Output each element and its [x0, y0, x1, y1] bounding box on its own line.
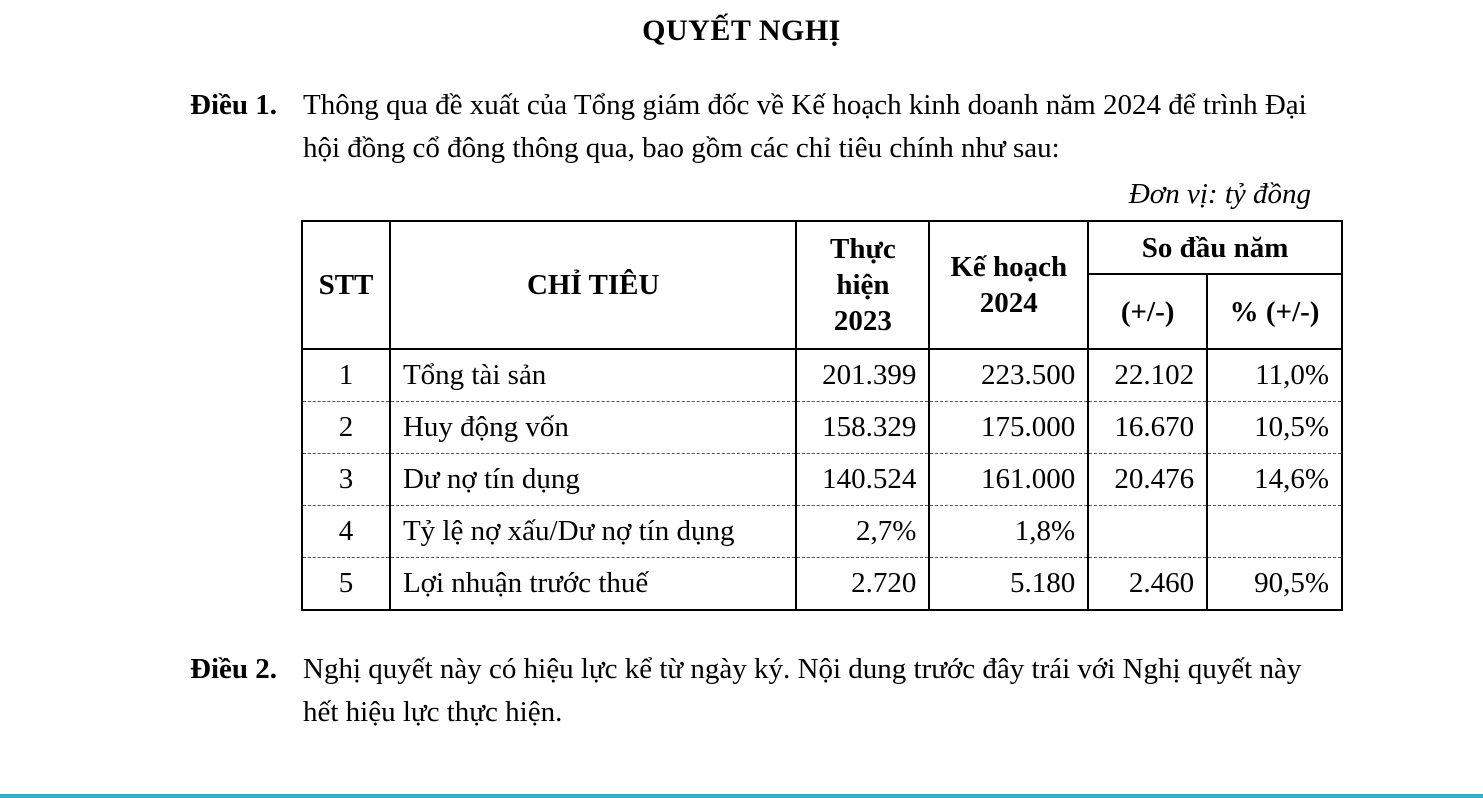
table-row [302, 349, 1342, 402]
article-2-text: Nghị quyết này có hiệu lực kể từ ngày ký. Nội dung trước đây trái với Nghị quyết này hết hiệu lực thực hiện. [303, 653, 1302, 728]
header-change: (+/-) [1088, 274, 1207, 349]
table-row [302, 454, 1342, 506]
cell-indicator: Lợi nhuận trước thuế [390, 558, 797, 611]
cell-actual: 158.329 [796, 402, 929, 454]
cell-stt: 4 [302, 506, 390, 558]
cell-stt: 2 [302, 402, 390, 454]
cell-plan: 5.180 [929, 558, 1088, 611]
table-row [302, 506, 1342, 558]
cell-plan: 1,8% [929, 506, 1088, 558]
header-stt: STT [302, 221, 390, 349]
cell-change-pct: 10,5% [1207, 402, 1342, 454]
cell-change: 16.670 [1088, 402, 1207, 454]
cell-change-pct: 90,5% [1207, 558, 1342, 611]
cell-change-pct: 11,0% [1207, 349, 1342, 402]
cell-actual: 201.399 [796, 349, 929, 402]
cell-indicator: Dư nợ tín dụng [390, 454, 797, 506]
header-plan-2024: Kế hoạch 2024 [929, 221, 1088, 349]
unit-note: Đơn vị: tỷ đồng [1128, 178, 1311, 210]
header-actual-2023: Thực hiện 2023 [796, 221, 929, 349]
header-indicator: CHỈ TIÊU [390, 221, 797, 349]
cell-stt: 5 [302, 558, 390, 611]
cell-change: 20.476 [1088, 454, 1207, 506]
header-compare-group: So đầu năm [1088, 221, 1342, 274]
table-row [302, 558, 1342, 611]
cell-stt: 3 [302, 454, 390, 506]
bottom-divider [0, 794, 1483, 798]
cell-indicator: Tổng tài sản [390, 349, 797, 402]
article-1-label: Điều 1. [190, 89, 277, 121]
cell-actual: 2.720 [796, 558, 929, 611]
kpi-table [301, 220, 1343, 611]
article-2 [190, 648, 1320, 734]
cell-change [1088, 506, 1207, 558]
cell-indicator: Tỷ lệ nợ xấu/Dư nợ tín dụng [390, 506, 797, 558]
article-2-label: Điều 2. [190, 653, 277, 685]
cell-stt: 1 [302, 349, 390, 402]
cell-change: 22.102 [1088, 349, 1207, 402]
cell-change-pct [1207, 506, 1342, 558]
cell-plan: 161.000 [929, 454, 1088, 506]
cell-indicator: Huy động vốn [390, 402, 797, 454]
cell-plan: 223.500 [929, 349, 1088, 402]
cell-actual: 2,7% [796, 506, 929, 558]
cell-change: 2.460 [1088, 558, 1207, 611]
header-change-pct: % (+/-) [1207, 274, 1342, 349]
cell-change-pct: 14,6% [1207, 454, 1342, 506]
cell-plan: 175.000 [929, 402, 1088, 454]
article-1 [190, 84, 1320, 170]
page-title: QUYẾT NGHỊ [642, 14, 841, 47]
cell-actual: 140.524 [796, 454, 929, 506]
article-1-text: Thông qua đề xuất của Tổng giám đốc về Kế hoạch kinh doanh năm 2024 để trình Đại hội đồng cổ đông thông qua, bao gồm các chỉ tiêu chính như sau: [303, 89, 1307, 164]
table-row [302, 402, 1342, 454]
